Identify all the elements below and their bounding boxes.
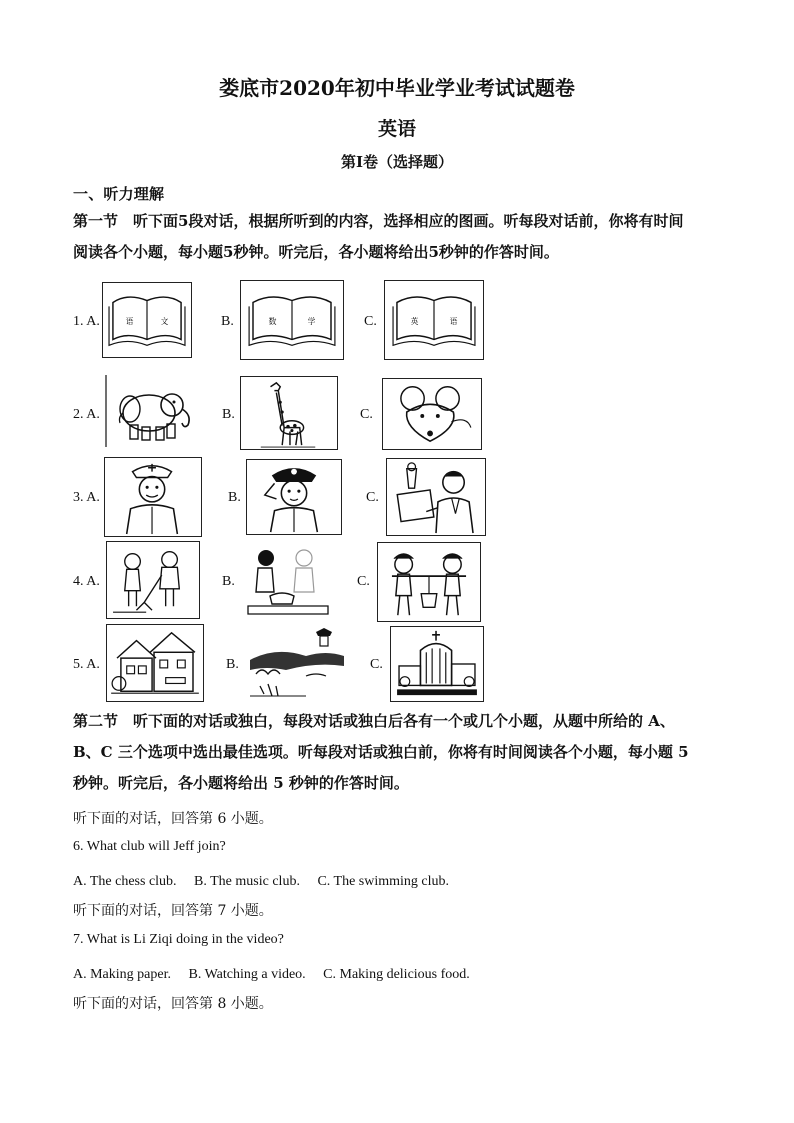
- house-picture[interactable]: [106, 624, 204, 702]
- q6-stem: 6. What club will Jeff join?: [73, 839, 226, 854]
- q6-intro: 听下面的对话，回答第 6 小题。: [73, 811, 273, 827]
- part2-instructions: [73, 706, 733, 799]
- q4-label: 4. A.: [73, 574, 100, 589]
- q5-c-label: C.: [370, 657, 383, 672]
- q6-options[interactable]: A. The chess club. B. The music club. C. The swimming club.: [73, 874, 450, 889]
- cooking-children-icon: [242, 544, 334, 618]
- q3-b-label: B.: [228, 490, 241, 505]
- part2-line2: B、C 三个选项中选出最佳选项。听每段对话或独白前，你将有时间阅读各个小题，每小题 5: [73, 743, 689, 761]
- q4-c-label: C.: [357, 574, 370, 589]
- q8-intro: 听下面的对话，回答第 8 小题。: [73, 996, 273, 1012]
- exam-title: 娄底市2020年初中毕业学业考试试题卷: [219, 76, 575, 100]
- sweeping-children-icon: [107, 542, 199, 618]
- book-b-char2: 学: [307, 316, 316, 326]
- q5-label: 5. A.: [73, 657, 100, 672]
- q7-intro: 听下面的对话，回答第 7 小题。: [73, 903, 273, 919]
- q7-options[interactable]: A. Making paper. B. Watching a video. C. Making delicious food.: [73, 967, 470, 982]
- building-picture[interactable]: [390, 626, 484, 702]
- giraffe-picture[interactable]: [240, 376, 338, 450]
- book-icon: [385, 281, 483, 359]
- part2-line3: 秒钟。听完后，各小题将给出 5 秒钟的作答时间。: [73, 774, 409, 792]
- book-c-char2: 语: [449, 316, 458, 326]
- q1-b-label: B.: [221, 314, 234, 329]
- house-icon: [107, 625, 203, 701]
- lake-pavilion-icon: [246, 626, 346, 702]
- volume-title: 第Ⅰ卷（选择题）: [340, 153, 454, 171]
- police-picture[interactable]: [246, 459, 342, 535]
- book-a-char1: 语: [125, 316, 134, 326]
- q1-c-label: C.: [364, 314, 377, 329]
- scientist-picture[interactable]: [386, 458, 486, 536]
- carrying-water-picture[interactable]: [377, 542, 481, 622]
- book-b-char1: 数: [268, 316, 277, 326]
- mouse-picture[interactable]: [382, 378, 482, 450]
- building-with-cross-icon: [391, 627, 483, 701]
- lake-picture[interactable]: [246, 626, 346, 702]
- q4-b-label: B.: [222, 574, 235, 589]
- q3-label: 3. A.: [73, 490, 100, 505]
- part1-line2: 阅读各个小题，每小题5秒钟。听完后，各小题将给出5秒钟的作答时间。: [73, 243, 559, 261]
- book-icon: [103, 283, 191, 357]
- q5-b-label: B.: [226, 657, 239, 672]
- q3-c-label: C.: [366, 490, 379, 505]
- book-icon: [241, 281, 343, 359]
- q2-label: 2. A.: [73, 407, 100, 422]
- q2-b-label: B.: [222, 407, 235, 422]
- section-heading: 一、听力理解: [73, 185, 165, 203]
- sweeping-picture[interactable]: [106, 541, 200, 619]
- book-chinese-picture[interactable]: [102, 282, 192, 358]
- carrying-water-children-icon: [378, 543, 480, 621]
- mouse-icon: [383, 379, 481, 449]
- cooking-picture[interactable]: [242, 544, 334, 618]
- part1-line1: 第一节 听下面5段对话，根据所听到的内容，选择相应的图画。听每段对话前，你将有时间: [73, 212, 684, 230]
- q2-c-label: C.: [360, 407, 373, 422]
- doctor-picture[interactable]: [104, 457, 202, 537]
- book-english-picture[interactable]: [384, 280, 484, 360]
- doctor-icon: [105, 458, 201, 536]
- book-math-picture[interactable]: [240, 280, 344, 360]
- book-c-char1: 英: [410, 316, 419, 326]
- q7-stem: 7. What is Li Ziqi doing in the video?: [73, 932, 284, 947]
- book-a-char2: 文: [160, 316, 169, 326]
- scientist-icon: [387, 459, 485, 535]
- giraffe-icon: [241, 377, 337, 449]
- q1-label: 1. A.: [73, 314, 100, 329]
- elephant-picture[interactable]: [104, 375, 198, 447]
- part1-instructions: [73, 206, 733, 268]
- elephant-icon: [104, 375, 198, 447]
- police-officer-icon: [247, 460, 341, 534]
- part2-line1: 第二节 听下面的对话或独白，每段对话或独白后各有一个或几个小题，从题中所给的 A、: [73, 712, 675, 730]
- subject-title: 英语: [377, 118, 416, 140]
